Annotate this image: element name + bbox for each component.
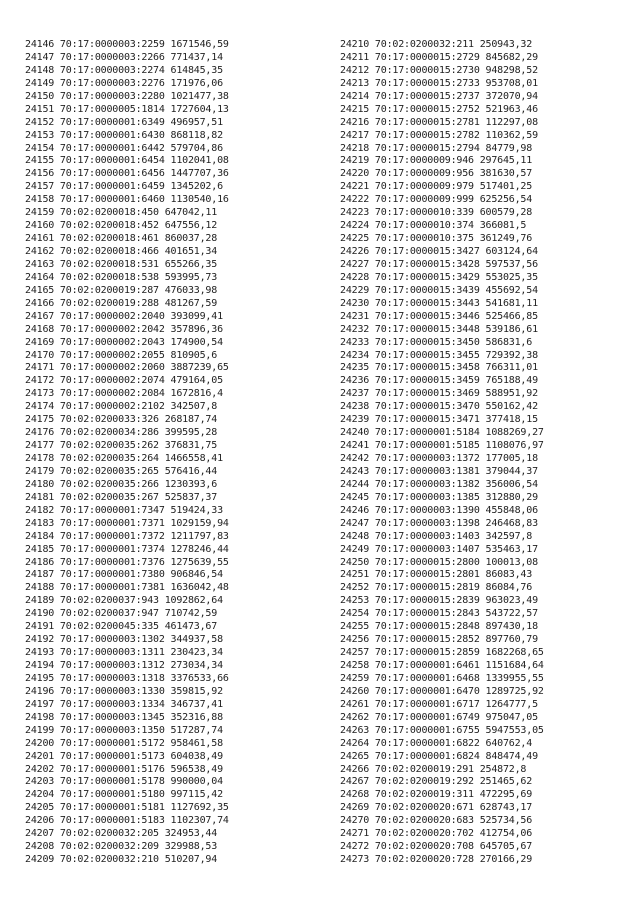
table-row: 24234 70:17:0000015:3455 729392,38 <box>340 349 538 361</box>
table-row: 24183 70:17:0000001:7371 1029159,94 <box>25 517 229 529</box>
table-row: 24254 70:17:0000015:2843 543722,57 <box>340 608 538 620</box>
table-row: 24148 70:17:0000003:2274 614845,35 <box>25 64 223 76</box>
table-row: 24222 70:17:0000009:999 625256,54 <box>340 194 533 206</box>
left-column <box>25 39 229 867</box>
table-row: 24255 70:17:0000015:2848 897430,18 <box>340 621 538 633</box>
table-row: 24249 70:17:0000003:1407 535463,17 <box>340 543 538 555</box>
table-row: 24262 70:17:0000001:6749 975047,05 <box>340 711 538 723</box>
table-row: 24163 70:02:0200018:531 655266,35 <box>25 258 218 270</box>
table-row: 24185 70:17:0000001:7374 1278246,44 <box>25 543 229 555</box>
table-row: 24157 70:17:0000001:6459 1345202,6 <box>25 181 223 193</box>
table-row: 24245 70:17:0000003:1385 312880,29 <box>340 491 538 503</box>
table-row: 24188 70:17:0000001:7381 1636042,48 <box>25 582 229 594</box>
table-row: 24235 70:17:0000015:3458 766311,01 <box>340 362 538 374</box>
table-row: 24190 70:02:0200037:947 710742,59 <box>25 608 218 620</box>
table-row: 24156 70:17:0000001:6456 1447707,36 <box>25 168 229 180</box>
table-row: 24270 70:02:0200020:683 525734,56 <box>340 815 533 827</box>
table-row: 24239 70:17:0000015:3471 377418,15 <box>340 414 538 426</box>
table-row: 24175 70:02:0200033:326 268187,74 <box>25 414 218 426</box>
table-row: 24147 70:17:0000003:2266 771437,14 <box>25 51 223 63</box>
table-row: 24161 70:02:0200018:461 860037,28 <box>25 233 218 245</box>
table-row: 24204 70:17:0000001:5180 997115,42 <box>25 789 223 801</box>
right-column <box>340 39 544 867</box>
table-row: 24186 70:17:0000001:7376 1275639,55 <box>25 556 229 568</box>
table-row: 24212 70:17:0000015:2730 948298,52 <box>340 64 538 76</box>
table-row: 24192 70:17:0000003:1302 344937,58 <box>25 634 223 646</box>
table-row: 24211 70:17:0000015:2729 845682,29 <box>340 51 538 63</box>
table-row: 24187 70:17:0000001:7380 906846,54 <box>25 569 223 581</box>
table-row: 24149 70:17:0000003:2276 171976,06 <box>25 77 223 89</box>
table-row: 24264 70:17:0000001:6822 640762,4 <box>340 737 533 749</box>
table-row: 24166 70:02:0200019:288 481267,59 <box>25 297 218 309</box>
table-row: 24174 70:17:0000002:2102 342507,8 <box>25 401 218 413</box>
table-row: 24201 70:17:0000001:5173 604038,49 <box>25 750 223 762</box>
table-row: 24251 70:17:0000015:2801 86083,43 <box>340 569 533 581</box>
table-row: 24195 70:17:0000003:1318 3376533,66 <box>25 672 229 684</box>
table-row: 24253 70:17:0000015:2839 963023,49 <box>340 595 538 607</box>
table-row: 24178 70:02:0200035:264 1466558,41 <box>25 453 223 464</box>
table-row: 24246 70:17:0000003:1390 455848,06 <box>340 504 538 516</box>
table-row: 24164 70:02:0200018:538 593995,73 <box>25 271 218 283</box>
table-row: 24265 70:17:0000001:6824 848474,49 <box>340 750 538 762</box>
table-row: 24229 70:17:0000015:3439 455692,54 <box>340 284 538 296</box>
table-row: 24179 70:02:0200035:265 576416,44 <box>25 465 218 477</box>
table-row: 24160 70:02:0200018:452 647556,12 <box>25 220 218 232</box>
table-row: 24240 70:17:0000001:5184 1088269,27 <box>340 427 544 439</box>
table-row: 24269 70:02:0200020:671 628743,17 <box>340 802 533 814</box>
table-row: 24213 70:17:0000015:2733 953708,01 <box>340 77 538 89</box>
table-row: 24189 70:02:0200037:943 1092862,64 <box>25 595 223 607</box>
table-row: 24242 70:17:0000003:1372 177005,18 <box>340 453 538 464</box>
table-row: 24153 70:17:0000001:6430 868118,82 <box>25 129 223 141</box>
table-row: 24177 70:02:0200035:262 376831,75 <box>25 440 218 452</box>
table-row: 24261 70:17:0000001:6717 1264777,5 <box>340 698 538 710</box>
table-row: 24217 70:17:0000015:2782 110362,59 <box>340 129 538 141</box>
table-row: 24232 70:17:0000015:3448 539186,61 <box>340 323 538 335</box>
table-row: 24236 70:17:0000015:3459 765188,49 <box>340 375 538 387</box>
table-row: 24205 70:17:0000001:5181 1127692,35 <box>25 802 229 814</box>
table-row: 24238 70:17:0000015:3470 550162,42 <box>340 401 538 413</box>
table-row: 24267 70:02:0200019:292 251465,62 <box>340 776 533 788</box>
table-row: 24225 70:17:0000010:375 361249,76 <box>340 233 533 245</box>
table-row: 24252 70:17:0000015:2819 86084,76 <box>340 582 533 594</box>
table-row: 24271 70:02:0200020:702 412754,06 <box>340 828 533 840</box>
table-row: 24168 70:17:0000002:2042 357896,36 <box>25 323 223 335</box>
table-row: 24241 70:17:0000001:5185 1108076,97 <box>340 440 544 452</box>
table-row: 24198 70:17:0000003:1345 352316,88 <box>25 711 223 723</box>
table-row: 24221 70:17:0000009:979 517401,25 <box>340 181 533 193</box>
table-row: 24219 70:17:0000009:946 297645,11 <box>340 155 533 167</box>
table-row: 24223 70:17:0000010:339 600579,28 <box>340 207 533 219</box>
table-row: 24230 70:17:0000015:3443 541681,11 <box>340 297 538 309</box>
table-row: 24180 70:02:0200035:266 1230393,6 <box>25 478 218 490</box>
table-row: 24167 70:17:0000002:2040 393099,41 <box>25 310 223 322</box>
table-row: 24248 70:17:0000003:1403 342597,8 <box>340 530 533 542</box>
table-row: 24194 70:17:0000003:1312 273034,34 <box>25 660 223 671</box>
table-row: 24173 70:17:0000002:2084 1672816,4 <box>25 388 223 400</box>
table-row: 24273 70:02:0200020:728 270166,29 <box>340 854 533 866</box>
table-row: 24152 70:17:0000001:6349 496957,51 <box>25 116 223 128</box>
table-row: 24154 70:17:0000001:6442 579704,86 <box>25 142 223 154</box>
table-row: 24196 70:17:0000003:1330 359815,92 <box>25 685 223 697</box>
table-row: 24193 70:17:0000003:1311 230423,34 <box>25 647 223 659</box>
table-row: 24203 70:17:0000001:5178 990000,04 <box>25 776 223 788</box>
table-row: 24258 70:17:0000001:6461 1151684,64 <box>340 660 544 671</box>
table-row: 24256 70:17:0000015:2852 897760,79 <box>340 634 538 646</box>
table-row: 24237 70:17:0000015:3469 588951,92 <box>340 388 538 400</box>
table-row: 24272 70:02:0200020:708 645705,67 <box>340 841 533 853</box>
table-row: 24158 70:17:0000001:6460 1130540,16 <box>25 194 229 206</box>
table-row: 24224 70:17:0000010:374 366081,5 <box>340 220 527 232</box>
table-row: 24155 70:17:0000001:6454 1102041,08 <box>25 155 229 167</box>
table-row: 24197 70:17:0000003:1334 346737,41 <box>25 698 223 710</box>
table-row: 24226 70:17:0000015:3427 603124,64 <box>340 246 538 257</box>
table-row: 24171 70:17:0000002:2060 3887239,65 <box>25 362 229 374</box>
table-row: 24170 70:17:0000002:2055 810905,6 <box>25 349 218 361</box>
table-row: 24176 70:02:0200034:286 399595,28 <box>25 427 218 439</box>
table-row: 24216 70:17:0000015:2781 112297,08 <box>340 116 538 128</box>
table-row: 24159 70:02:0200018:450 647042,11 <box>25 207 218 219</box>
table-row: 24257 70:17:0000015:2859 1682268,65 <box>340 647 544 659</box>
table-row: 24172 70:17:0000002:2074 479164,05 <box>25 375 223 387</box>
table-row: 24250 70:17:0000015:2800 100013,08 <box>340 556 538 568</box>
table-row: 24227 70:17:0000015:3428 597537,56 <box>340 258 538 270</box>
table-row: 24218 70:17:0000015:2794 84779,98 <box>340 142 533 154</box>
table-row: 24263 70:17:0000001:6755 5947553,05 <box>340 724 544 736</box>
table-row: 24243 70:17:0000003:1381 379044,37 <box>340 465 538 477</box>
table-row: 24209 70:02:0200032:210 510207,94 <box>25 854 218 866</box>
table-row: 24220 70:17:0000009:956 381630,57 <box>340 168 533 180</box>
table-row: 24191 70:02:0200045:335 461473,67 <box>25 621 218 633</box>
table-row: 24215 70:17:0000015:2752 521963,46 <box>340 103 538 115</box>
table-row: 24233 70:17:0000015:3450 586831,6 <box>340 336 533 348</box>
table-row: 24268 70:02:0200019:311 472295,69 <box>340 789 533 801</box>
table-row: 24200 70:17:0000001:5172 958461,58 <box>25 737 223 749</box>
table-row: 24165 70:02:0200019:287 476033,98 <box>25 284 218 296</box>
table-row: 24266 70:02:0200019:291 254872,8 <box>340 763 527 775</box>
table-row: 24247 70:17:0000003:1398 246468,83 <box>340 517 538 529</box>
table-row: 24206 70:17:0000001:5183 1102307,74 <box>25 815 229 827</box>
table-row: 24151 70:17:0000005:1814 1727604,13 <box>25 103 229 115</box>
table-row: 24228 70:17:0000015:3429 553025,35 <box>340 271 538 283</box>
table-row: 24244 70:17:0000003:1382 356006,54 <box>340 478 538 490</box>
table-row: 24169 70:17:0000002:2043 174900,54 <box>25 336 223 348</box>
table-row: 24260 70:17:0000001:6470 1289725,92 <box>340 685 544 697</box>
table-row: 24208 70:02:0200032:209 329988,53 <box>25 841 218 853</box>
table-row: 24150 70:17:0000003:2280 1021477,38 <box>25 90 229 102</box>
table-row: 24214 70:17:0000015:2737 372070,94 <box>340 90 538 102</box>
table-row: 24182 70:17:0000001:7347 519424,33 <box>25 504 223 516</box>
table-row: 24184 70:17:0000001:7372 1211797,83 <box>25 530 229 542</box>
table-row: 24202 70:17:0000001:5176 596538,49 <box>25 763 223 775</box>
table-row: 24146 70:17:0000003:2259 1671546,59 <box>25 39 229 50</box>
table-row: 24210 70:02:0200032:211 250943,32 <box>340 39 533 50</box>
table-row: 24199 70:17:0000003:1350 517287,74 <box>25 724 223 736</box>
table-row: 24207 70:02:0200032:205 324953,44 <box>25 828 218 840</box>
table-row: 24181 70:02:0200035:267 525837,37 <box>25 491 218 503</box>
table-row: 24162 70:02:0200018:466 401651,34 <box>25 246 218 257</box>
table-row: 24259 70:17:0000001:6468 1339955,55 <box>340 672 544 684</box>
table-row: 24231 70:17:0000015:3446 525466,85 <box>340 310 538 322</box>
